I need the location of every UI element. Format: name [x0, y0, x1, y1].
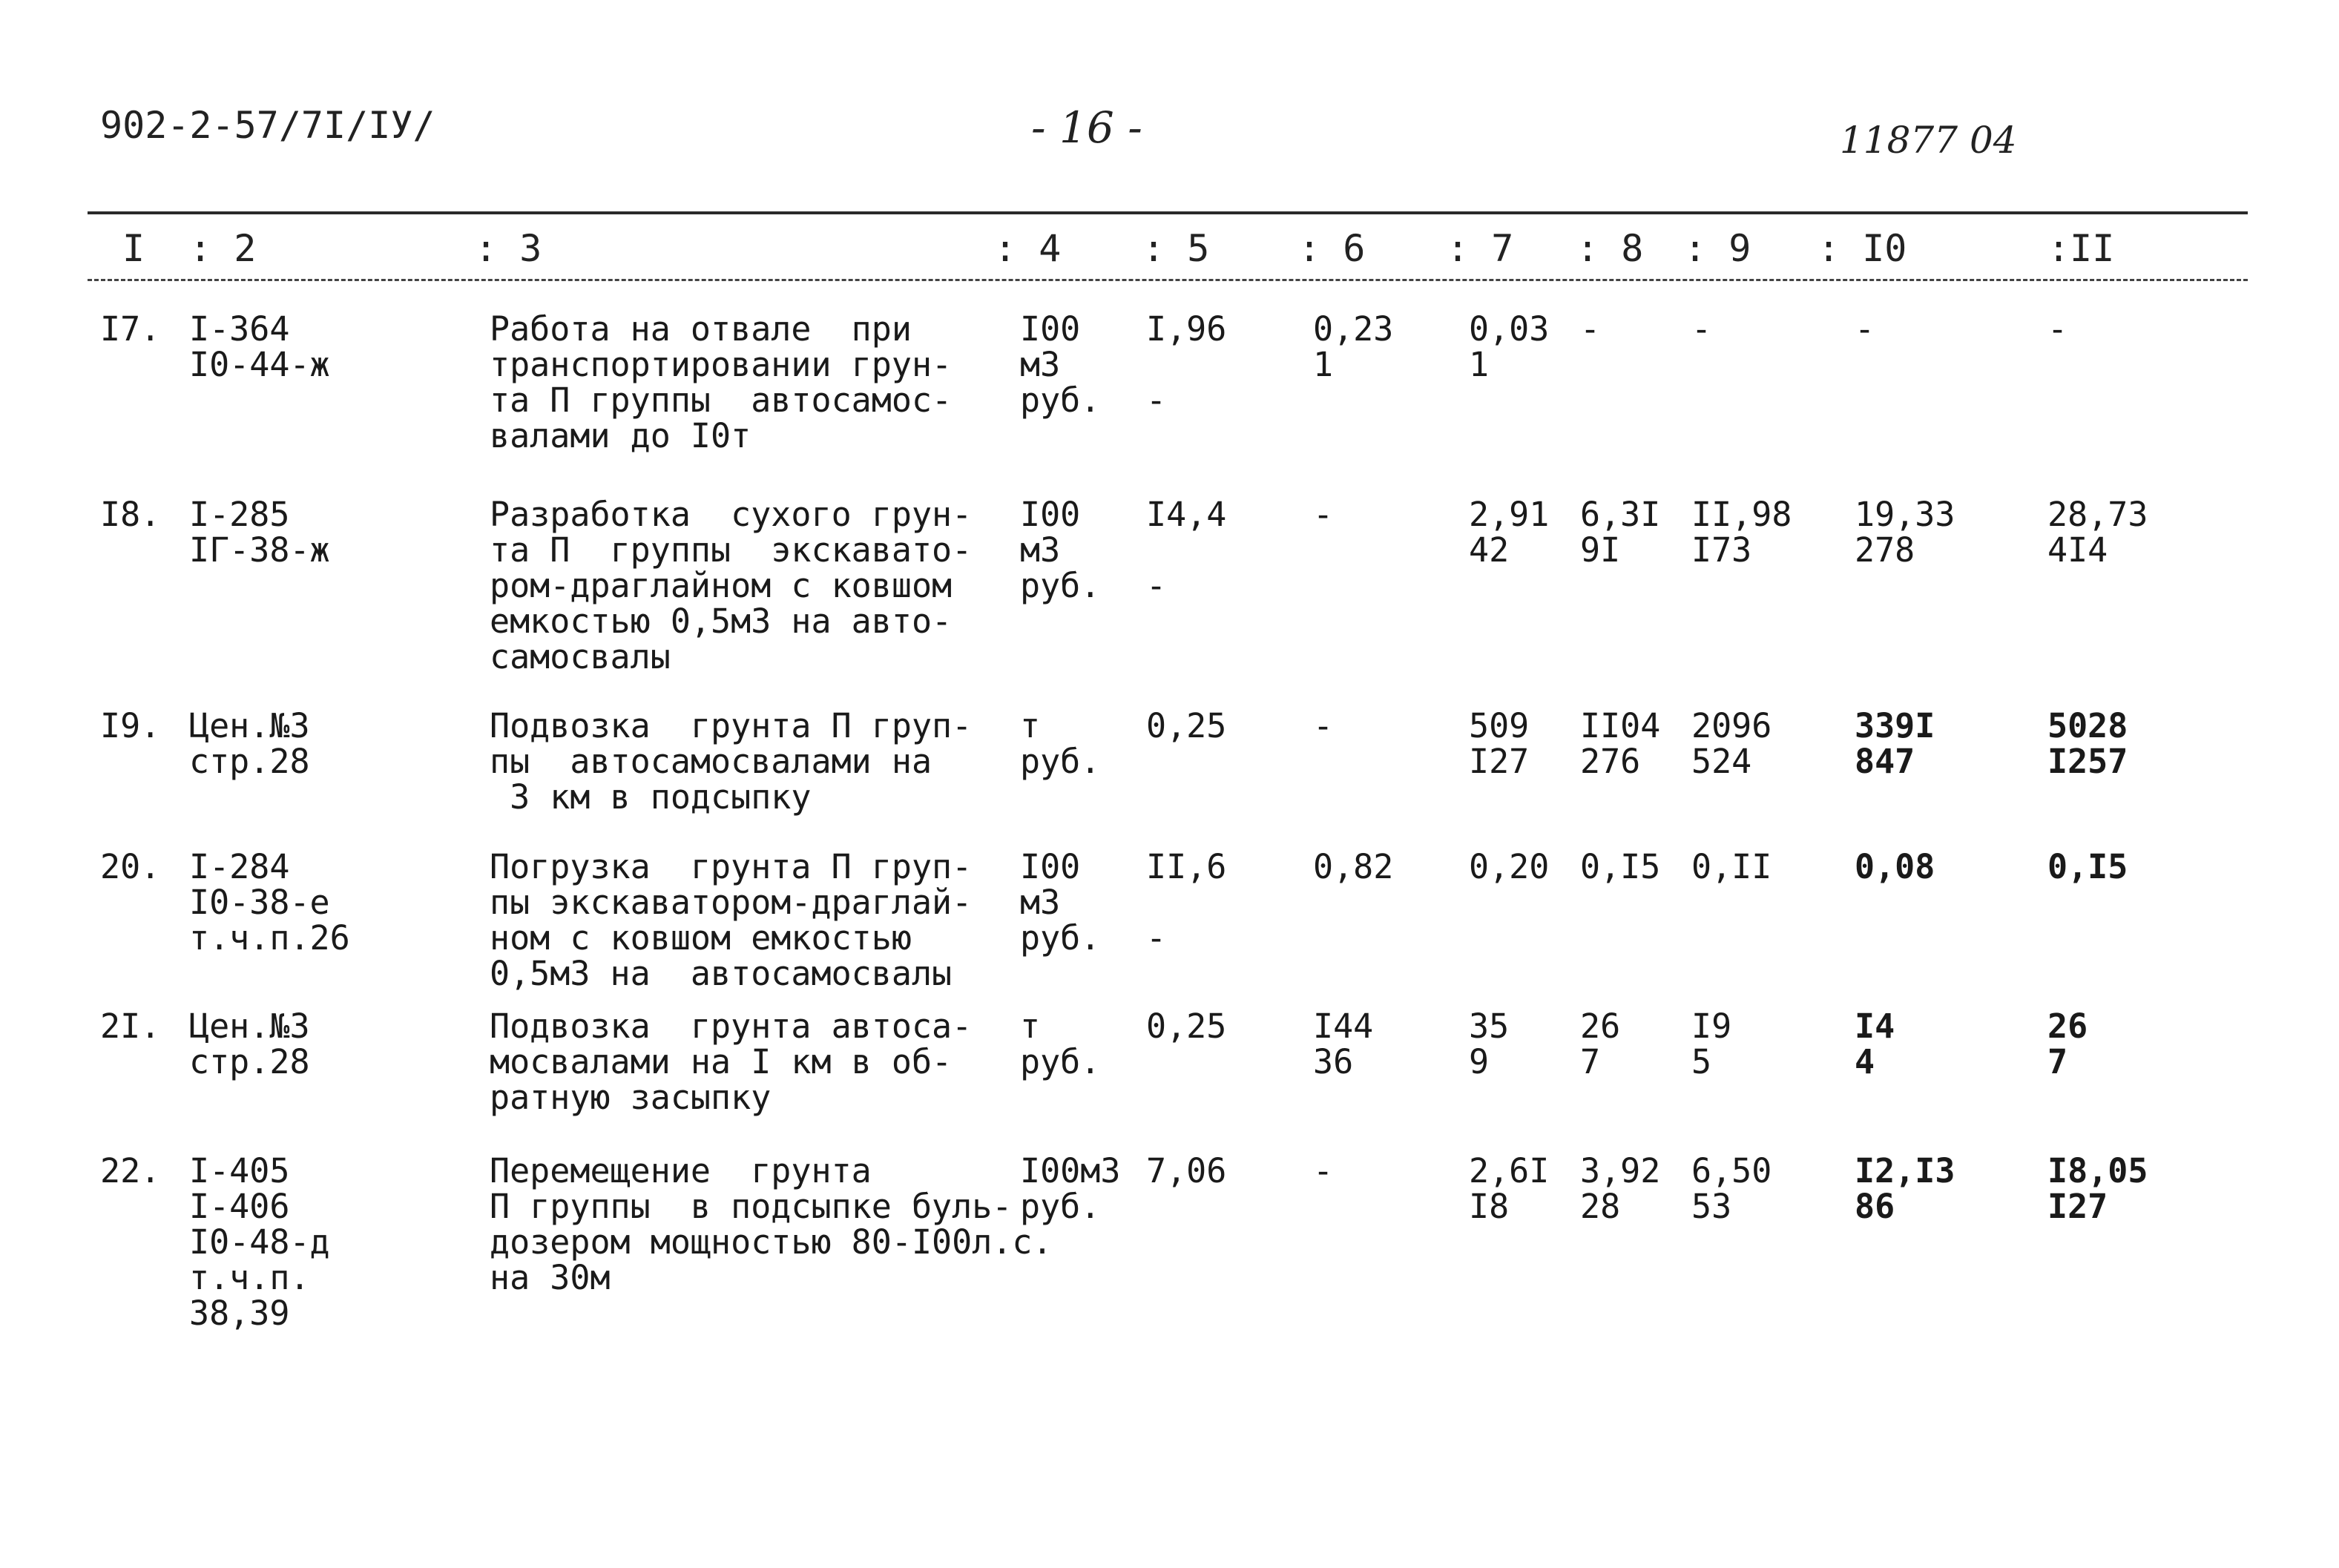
value-c9	[1691, 1153, 1771, 1225]
unit-of-measure-line: руб.	[1020, 1042, 1101, 1081]
unit-of-measure	[1020, 708, 1100, 780]
work-description-line: мосвалами на I км в об-	[490, 1042, 953, 1081]
value-c10	[1855, 1009, 1895, 1080]
value-c5-line: -	[1146, 566, 1167, 605]
value-c11-line: 28,73	[2047, 495, 2148, 534]
value-c8-line: 7	[1580, 1042, 1601, 1081]
value-c8-line: 0,I5	[1580, 847, 1661, 886]
work-description-line: П группы в подсыпке буль-	[490, 1187, 1013, 1226]
value-c7-line: 509	[1469, 706, 1530, 745]
unit-of-measure	[1020, 1153, 1120, 1225]
value-c10-line: 847	[1855, 742, 1915, 781]
norm-code	[189, 1153, 330, 1331]
column-header-5: : 5	[1142, 227, 1210, 270]
value-c5-line: 0,25	[1146, 706, 1227, 745]
value-c7-line: 35	[1469, 1007, 1510, 1046]
value-c11-line: I8,05	[2047, 1151, 2148, 1190]
value-c10	[1855, 849, 1935, 885]
norm-code	[189, 849, 350, 956]
norm-code	[189, 1009, 310, 1080]
value-c5	[1146, 497, 1226, 604]
value-c5	[1146, 849, 1226, 956]
norm-code	[189, 497, 330, 568]
archive-stamp: 11877 04	[1840, 119, 2017, 162]
value-c9-line: I9	[1691, 1007, 1732, 1046]
doc-code: 902-2-57/7I/IУ/	[100, 104, 435, 147]
column-header-7: : 7	[1447, 227, 1514, 270]
value-c5-line: I,96	[1146, 309, 1227, 349]
value-c8	[1580, 497, 1660, 568]
value-c7	[1469, 849, 1549, 885]
row-number: 2I.	[100, 1007, 161, 1046]
value-c10-line: I4	[1855, 1007, 1895, 1046]
value-c6-line: 1	[1313, 345, 1334, 384]
value-c6-line: -	[1313, 706, 1334, 745]
value-c11	[2047, 1153, 2148, 1225]
value-c8-line: 276	[1580, 742, 1641, 781]
column-header-11: :II	[2047, 227, 2115, 270]
column-header-2: : 2	[189, 227, 257, 270]
work-description	[490, 849, 972, 992]
norm-code-line: I0-38-е	[189, 883, 330, 922]
value-c9-line: I73	[1691, 530, 1752, 570]
value-c8-line: 26	[1580, 1007, 1621, 1046]
value-c11-line: I257	[2047, 742, 2128, 781]
value-c5-line	[1146, 885, 1226, 920]
value-c6	[1313, 497, 1333, 533]
work-description-line: пы экскаватором-драглай-	[490, 883, 973, 922]
value-c9-line: 53	[1691, 1187, 1732, 1226]
value-c10-line: 339I	[1855, 706, 1935, 745]
unit-of-measure-line: т	[1020, 706, 1041, 745]
work-description-line: на 30м	[490, 1258, 611, 1297]
value-c10-line: 0,08	[1855, 847, 1935, 886]
value-c10-line: 4	[1855, 1042, 1875, 1081]
value-c11	[2047, 708, 2128, 780]
work-description-line: Разработка сухого грун-	[490, 495, 973, 534]
unit-of-measure-line: I00м3	[1020, 1151, 1121, 1190]
value-c6-line: -	[1313, 495, 1334, 534]
value-c5-line: -	[1146, 381, 1167, 420]
row-number: 20.	[100, 847, 161, 886]
unit-of-measure-line: руб.	[1020, 381, 1101, 420]
value-c8	[1580, 1009, 1620, 1080]
norm-code	[189, 309, 330, 384]
value-c11	[2047, 497, 2148, 568]
row-number: I8.	[100, 495, 161, 534]
work-description	[490, 497, 972, 675]
value-c5	[1146, 1153, 1226, 1189]
unit-of-measure-line: руб.	[1020, 742, 1101, 781]
work-description	[490, 1009, 972, 1116]
value-c7-line: 42	[1469, 530, 1510, 570]
value-c10-line: 19,33	[1855, 495, 1955, 534]
value-c9	[1691, 849, 1771, 885]
unit-of-measure-line: руб.	[1020, 918, 1101, 958]
work-description	[490, 1153, 1053, 1296]
header-rule-bottom	[88, 279, 2248, 281]
column-header-1: I	[122, 227, 145, 270]
work-description-line: 0,5м3 на автосамосвалы	[490, 954, 953, 993]
value-c11-line: 7	[2047, 1042, 2068, 1081]
value-c6	[1313, 1009, 1373, 1080]
value-c7-line: 1	[1469, 345, 1490, 384]
unit-of-measure-line: I00	[1020, 309, 1081, 349]
value-c8	[1580, 708, 1660, 780]
norm-code-line: стр.28	[189, 1042, 310, 1081]
value-c8-line: 3,92	[1580, 1151, 1661, 1190]
norm-code-line: т.ч.п.26	[189, 918, 350, 958]
value-c5	[1146, 708, 1226, 744]
norm-code-line: Цен.№3	[189, 1007, 310, 1046]
unit-of-measure-line: м3	[1020, 883, 1061, 922]
value-c5-line: 0,25	[1146, 1007, 1227, 1046]
column-header-3: : 3	[475, 227, 542, 270]
value-c9	[1691, 497, 1792, 568]
value-c8-line: 9I	[1580, 530, 1621, 570]
unit-of-measure-line: I00	[1020, 847, 1081, 886]
value-c7-line: 9	[1469, 1042, 1490, 1081]
value-c5-line: 7,06	[1146, 1151, 1227, 1190]
value-c7	[1469, 1153, 1549, 1225]
value-c6-line: I44	[1313, 1007, 1374, 1046]
work-description-line: ратную засыпку	[490, 1078, 772, 1117]
work-description-line: емкостью 0,5м3 на авто-	[490, 602, 953, 641]
work-description	[490, 708, 972, 815]
value-c7	[1469, 309, 1550, 384]
work-description-line: та П группы экскавато-	[490, 530, 973, 570]
work-description-line: Подвозка грунта П груп-	[490, 706, 973, 745]
value-c10-line: 86	[1855, 1187, 1895, 1226]
value-c6	[1313, 849, 1393, 885]
unit-of-measure-line: т	[1020, 1007, 1041, 1046]
value-c9-line: 524	[1691, 742, 1752, 781]
unit-of-measure-line: м3	[1020, 530, 1061, 570]
value-c11-line: 0,I5	[2047, 847, 2128, 886]
value-c11-line: -	[2047, 309, 2068, 349]
column-header-4: : 4	[994, 227, 1062, 270]
work-description-line: 3 км в подсыпку	[490, 777, 812, 817]
norm-code-line: I-405	[189, 1151, 290, 1190]
norm-code-line: I-285	[189, 495, 290, 534]
work-description-line: Погрузка грунта П груп-	[490, 847, 973, 886]
value-c8	[1580, 1153, 1660, 1225]
column-header-9: : 9	[1684, 227, 1751, 270]
value-c9-line: 6,50	[1691, 1151, 1772, 1190]
value-c11-line: 5028	[2047, 706, 2128, 745]
value-c7	[1469, 708, 1529, 780]
value-c7-line: 2,91	[1469, 495, 1550, 534]
value-c7-line: 2,6I	[1469, 1151, 1550, 1190]
norm-code-line: I0-44-ж	[189, 345, 330, 384]
value-c11	[2047, 849, 2128, 885]
norm-code-line: I-364	[189, 309, 290, 349]
column-header-6: : 6	[1298, 227, 1366, 270]
value-c11	[2047, 1009, 2088, 1080]
value-c9-line: 2096	[1691, 706, 1772, 745]
unit-of-measure	[1020, 849, 1100, 956]
norm-code-line: I0-48-д	[189, 1222, 330, 1262]
value-c7	[1469, 497, 1549, 568]
value-c8-line: 28	[1580, 1187, 1621, 1226]
work-description-line: транспортировании грун-	[490, 345, 953, 384]
value-c10	[1855, 497, 1955, 568]
value-c9	[1691, 309, 1712, 349]
value-c11	[2047, 309, 2068, 349]
value-c9-line: 5	[1691, 1042, 1712, 1081]
work-description-line: Перемещение грунта	[490, 1151, 872, 1190]
value-c7	[1469, 1009, 1509, 1080]
value-c5	[1146, 1009, 1226, 1044]
value-c10-line: -	[1855, 309, 1875, 349]
work-description	[490, 309, 953, 455]
norm-code-line: Цен.№3	[189, 706, 310, 745]
norm-code-line: 38,39	[189, 1294, 290, 1333]
value-c7-line: I27	[1469, 742, 1530, 781]
value-c9-line: II,98	[1691, 495, 1792, 534]
row-number: I7.	[100, 309, 161, 349]
value-c6-line: 0,23	[1313, 309, 1394, 349]
value-c9-line: 0,II	[1691, 847, 1772, 886]
value-c9	[1691, 708, 1771, 780]
value-c8-line: II04	[1580, 706, 1661, 745]
value-c8	[1580, 849, 1660, 885]
work-description-line: Работа на отвале при	[490, 309, 912, 349]
value-c10-line: I2,I3	[1855, 1151, 1955, 1190]
norm-code-line: т.ч.п.	[189, 1258, 310, 1297]
value-c10-line: 278	[1855, 530, 1915, 570]
value-c6-line: -	[1313, 1151, 1334, 1190]
value-c6-line: 36	[1313, 1042, 1354, 1081]
unit-of-measure-line: I00	[1020, 495, 1081, 534]
value-c5	[1146, 309, 1227, 420]
value-c10	[1855, 708, 1935, 780]
norm-code-line: IГ-38-ж	[189, 530, 330, 570]
column-header-8: : 8	[1576, 227, 1644, 270]
value-c6-line: 0,82	[1313, 847, 1394, 886]
work-description-line: пы автосамосвалами на	[490, 742, 932, 781]
value-c11-line: I27	[2047, 1187, 2108, 1226]
value-c11-line: 26	[2047, 1007, 2088, 1046]
work-description-line: та П группы автосамос-	[490, 381, 953, 420]
norm-code-line: I-406	[189, 1187, 290, 1226]
norm-code-line: I-284	[189, 847, 290, 886]
value-c5-line: -	[1146, 918, 1167, 958]
work-description-line: ром-драглайном с ковшом	[490, 566, 953, 605]
value-c5-line	[1146, 347, 1226, 383]
work-description-line: Подвозка грунта автоса-	[490, 1007, 973, 1046]
value-c9-line: -	[1691, 309, 1712, 349]
column-header-10: : I0	[1817, 227, 1907, 270]
norm-code	[189, 708, 310, 780]
unit-of-measure-line: руб.	[1020, 566, 1101, 605]
value-c10	[1855, 1153, 1955, 1225]
value-c8	[1580, 309, 1601, 349]
header-rule-top	[88, 211, 2248, 214]
value-c7-line: 0,03	[1469, 309, 1550, 349]
value-c6	[1313, 1153, 1333, 1189]
value-c5-line	[1146, 533, 1226, 568]
value-c11-line: 4I4	[2047, 530, 2108, 570]
value-c6	[1313, 309, 1394, 384]
row-number: 22.	[100, 1151, 161, 1190]
norm-code-line: стр.28	[189, 742, 310, 781]
page-mark: - 16 -	[1031, 102, 1142, 153]
unit-of-measure	[1020, 497, 1100, 604]
value-c10	[1855, 309, 1875, 349]
value-c9	[1691, 1009, 1731, 1080]
work-description-line: ном с ковшом емкостью	[490, 918, 912, 958]
value-c5-line: II,6	[1146, 847, 1227, 886]
work-description-line: дозером мощностью 80-I00л.с.	[490, 1222, 1053, 1262]
value-c5-line: I4,4	[1146, 495, 1227, 534]
work-description-line: валами до I0т	[490, 416, 751, 455]
unit-of-measure-line: м3	[1020, 345, 1061, 384]
value-c7-line: I8	[1469, 1187, 1510, 1226]
unit-of-measure-line: руб.	[1020, 1187, 1101, 1226]
unit-of-measure	[1020, 309, 1101, 420]
value-c8-line: -	[1580, 309, 1601, 349]
unit-of-measure	[1020, 1009, 1100, 1080]
work-description-line: самосвалы	[490, 637, 671, 676]
value-c8-line: 6,3I	[1580, 495, 1661, 534]
value-c7-line: 0,20	[1469, 847, 1550, 886]
row-number: I9.	[100, 706, 161, 745]
value-c6	[1313, 708, 1333, 744]
